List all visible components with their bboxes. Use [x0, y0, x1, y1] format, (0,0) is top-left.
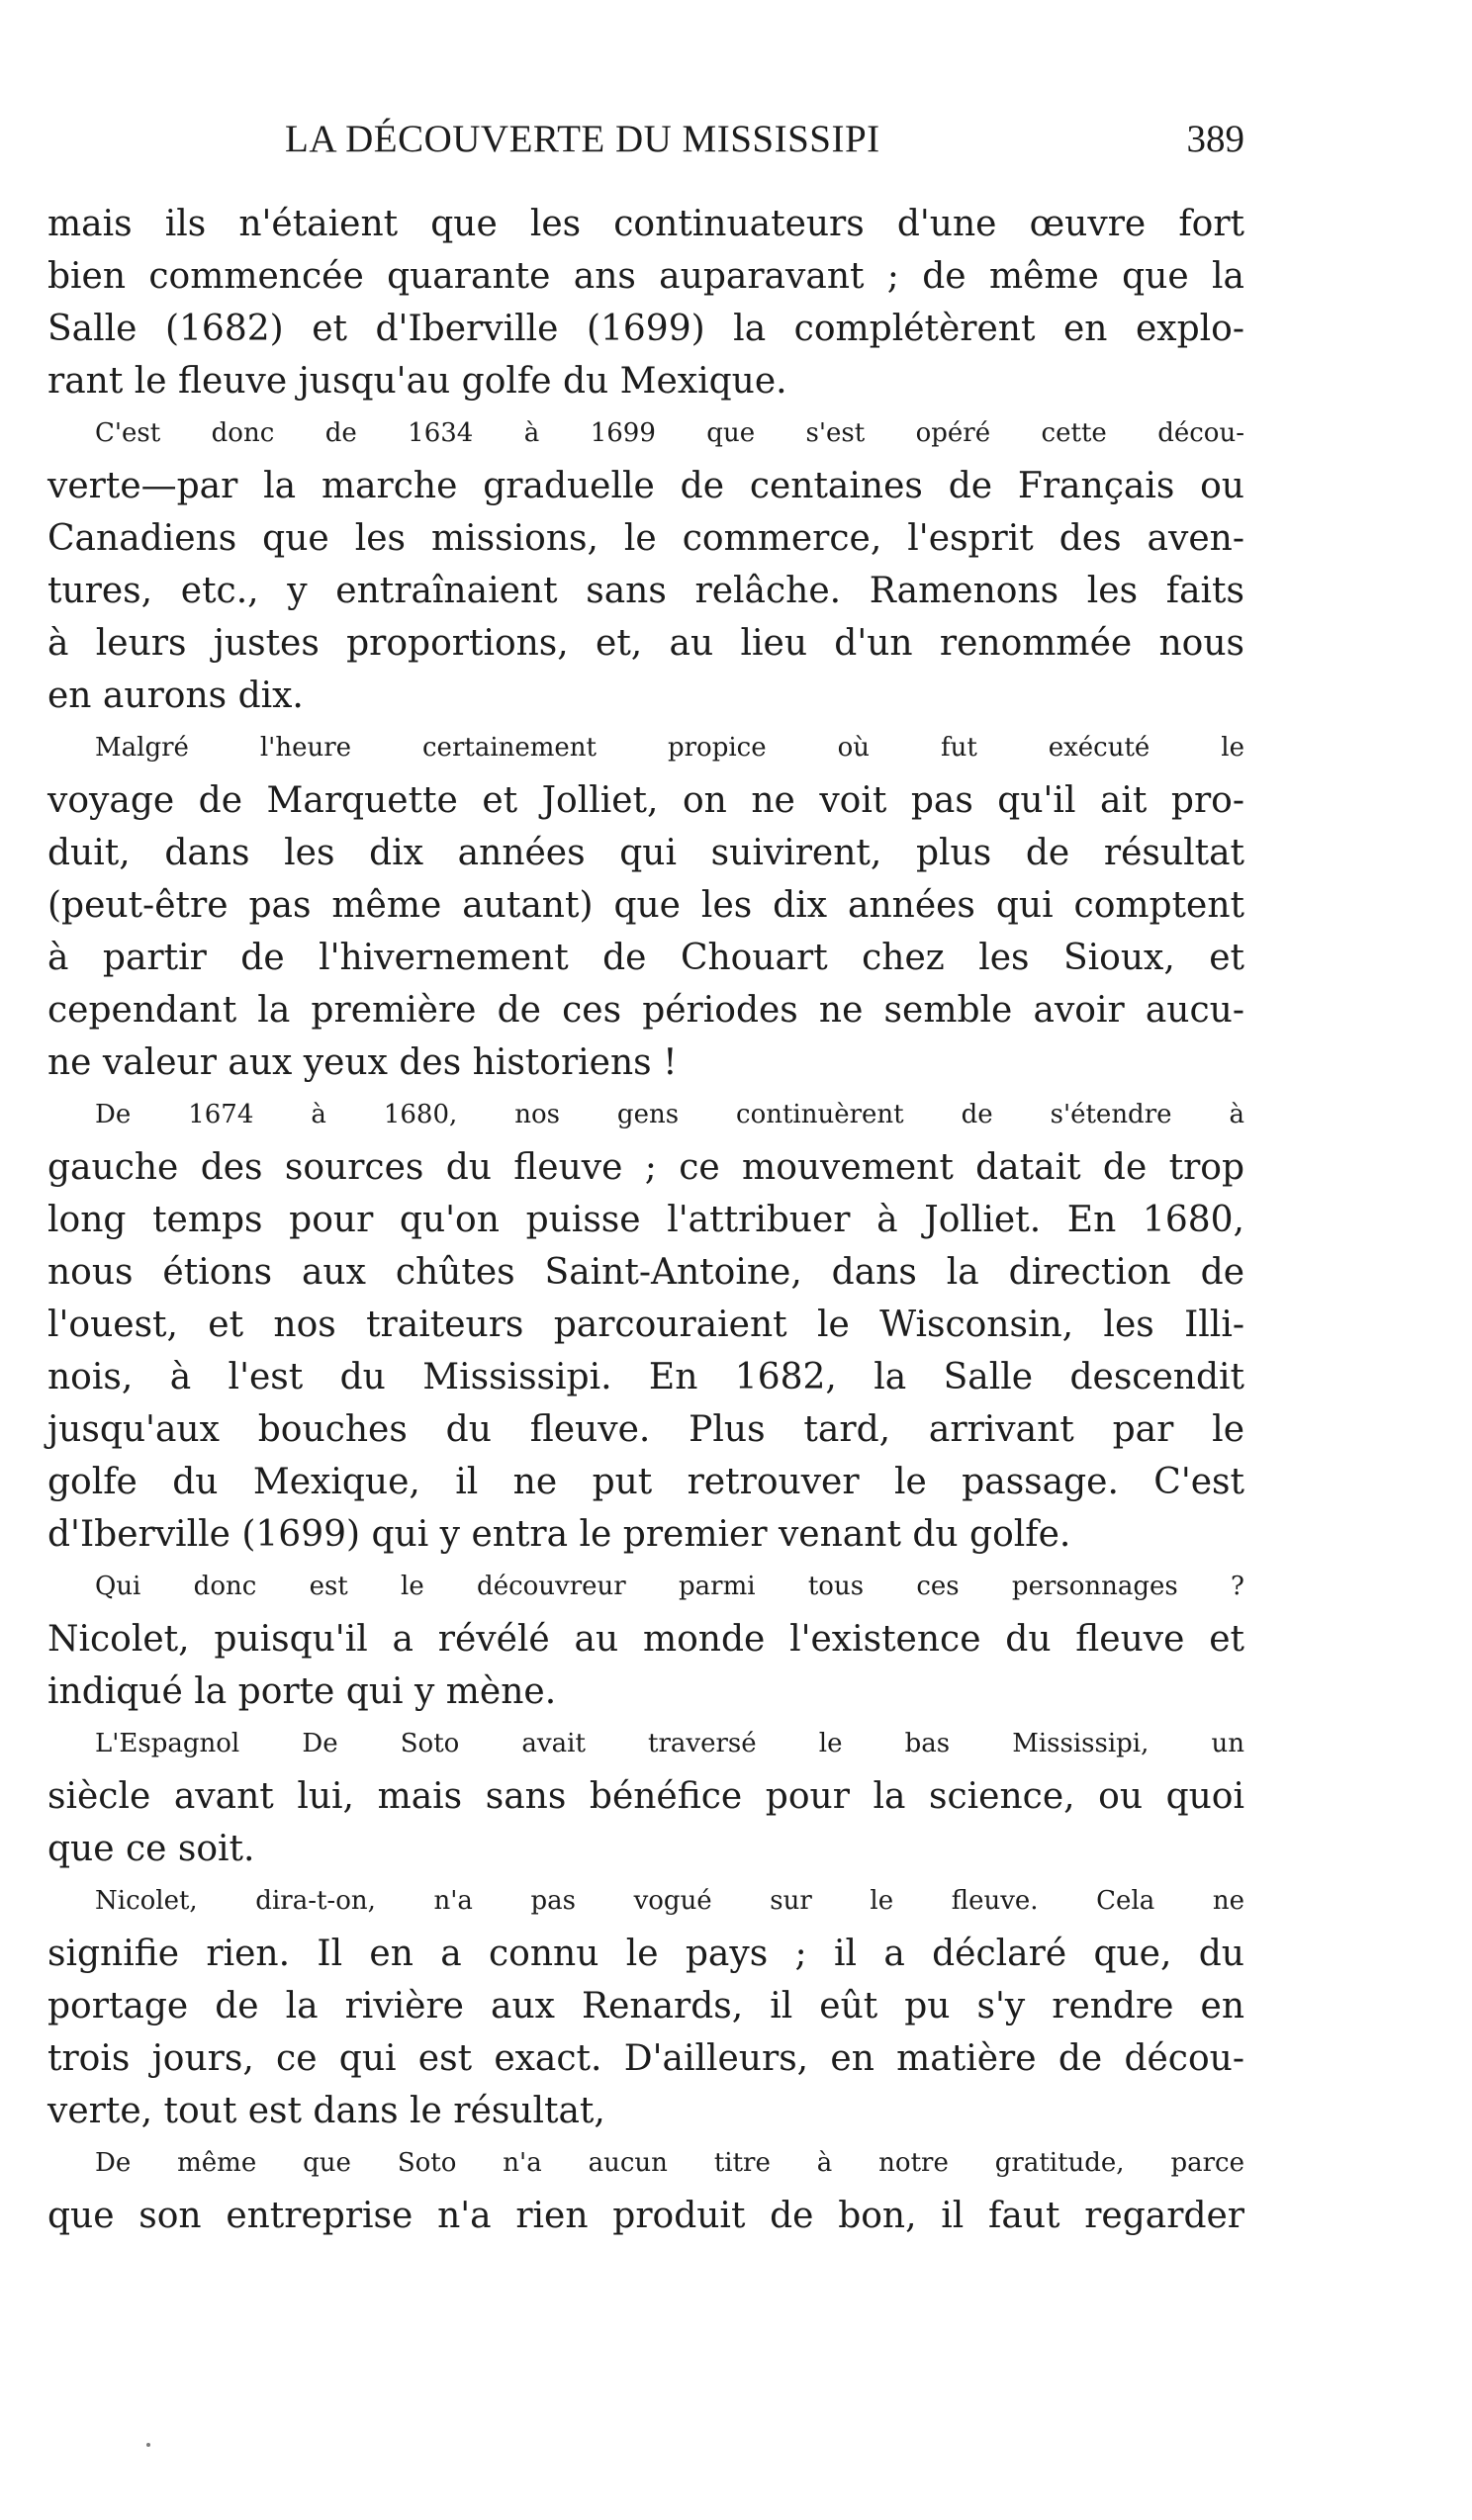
text-line: De même que Soto n'a aucun titre à notre gratitude, parce [95, 2148, 1244, 2178]
text-line: duit, dans les dix années qui suivirent, plus de résultat [47, 833, 1244, 873]
body-text [47, 198, 1244, 2242]
text-line: voyage de Marquette et Jolliet, on ne voit pas qu'il ait pro- [47, 780, 1244, 821]
text-line: l'ouest, et nos traiteurs parcouraient le Wisconsin, les Illi- [47, 1305, 1244, 1345]
text-line: portage de la rivière aux Renards, il eût pu s'y rendre en [47, 1986, 1244, 2026]
text-line: Malgré l'heure certainement propice où fut exécuté le [95, 733, 1244, 763]
paper-speck [146, 2443, 150, 2447]
text-line: mais ils n'étaient que les continuateurs d'une œuvre fort [47, 204, 1244, 244]
text-line: nois, à l'est du Mississipi. En 1682, la Salle descendit [47, 1357, 1244, 1397]
text-line: De 1674 à 1680, nos gens continuèrent de s'étendre à [95, 1100, 1244, 1129]
text-line: d'Iberville (1699) qui y entra le premier venant du golfe. [47, 1514, 1071, 1555]
page-number: 389 [1186, 118, 1244, 160]
text-line: indiqué la porte qui y mène. [47, 1671, 557, 1712]
text-line: ne valeur aux yeux des historiens ! [47, 1042, 678, 1083]
text-line: rant le fleuve jusqu'au golfe du Mexique. [47, 361, 787, 402]
text-line: C'est donc de 1634 à 1699 que s'est opéré cette décou- [95, 418, 1244, 448]
text-line: Nicolet, puisqu'il a révélé au monde l'existence du fleuve et [47, 1619, 1244, 1660]
text-line: long temps pour qu'on puisse l'attribuer à Jolliet. En 1680, [47, 1200, 1244, 1240]
text-line: siècle avant lui, mais sans bénéfice pour la science, ou quoi [47, 1776, 1244, 1817]
text-line: gauche des sources du fleuve ; ce mouvement datait de trop [47, 1147, 1244, 1188]
text-line: L'Espagnol De Soto avait traversé le bas Mississipi, un [95, 1729, 1244, 1758]
text-line: Salle (1682) et d'Iberville (1699) la complétèrent en explo- [47, 309, 1244, 349]
text-line: signifie rien. Il en a connu le pays ; il a déclaré que, du [47, 1934, 1244, 1974]
text-line: verte, tout est dans le résultat, [47, 2091, 605, 2131]
text-line: cependant la première de ces périodes ne semble avoir aucu- [47, 990, 1244, 1031]
text-line: golfe du Mexique, il ne put retrouver le passage. C'est [47, 1462, 1244, 1502]
text-line: en aurons dix. [47, 675, 304, 716]
text-line: tures, etc., y entraînaient sans relâche. Ramenons les faits [47, 571, 1244, 611]
text-line: verte—par la marche graduelle de centaines de Français ou [47, 466, 1244, 506]
text-line: nous étions aux chûtes Saint-Antoine, dans la direction de [47, 1252, 1244, 1293]
text-line: Canadiens que les missions, le commerce, l'esprit des aven- [47, 518, 1244, 559]
text-line: que son entreprise n'a rien produit de bon, il faut regarder [47, 2196, 1244, 2236]
text-line: Qui donc est le découvreur parmi tous ces personnages ? [95, 1572, 1244, 1601]
running-title: LA DÉCOUVERTE DU MISSISSIPI [285, 118, 880, 160]
text-line: que ce soit. [47, 1829, 255, 1869]
text-line: trois jours, ce qui est exact. D'ailleurs, en matière de décou- [47, 2038, 1244, 2079]
text-line: Nicolet, dira-t-on, n'a pas vogué sur le fleuve. Cela ne [95, 1886, 1244, 1916]
text-line: à partir de l'hivernement de Chouart chez les Sioux, et [47, 938, 1244, 978]
text-line: bien commencée quarante ans auparavant ; de même que la [47, 256, 1244, 297]
text-line: jusqu'aux bouches du fleuve. Plus tard, arrivant par le [47, 1409, 1244, 1450]
text-line: (peut-être pas même autant) que les dix années qui comptent [47, 885, 1244, 926]
text-line: à leurs justes proportions, et, au lieu d'un renommée nous [47, 623, 1244, 664]
running-head [47, 117, 1244, 176]
